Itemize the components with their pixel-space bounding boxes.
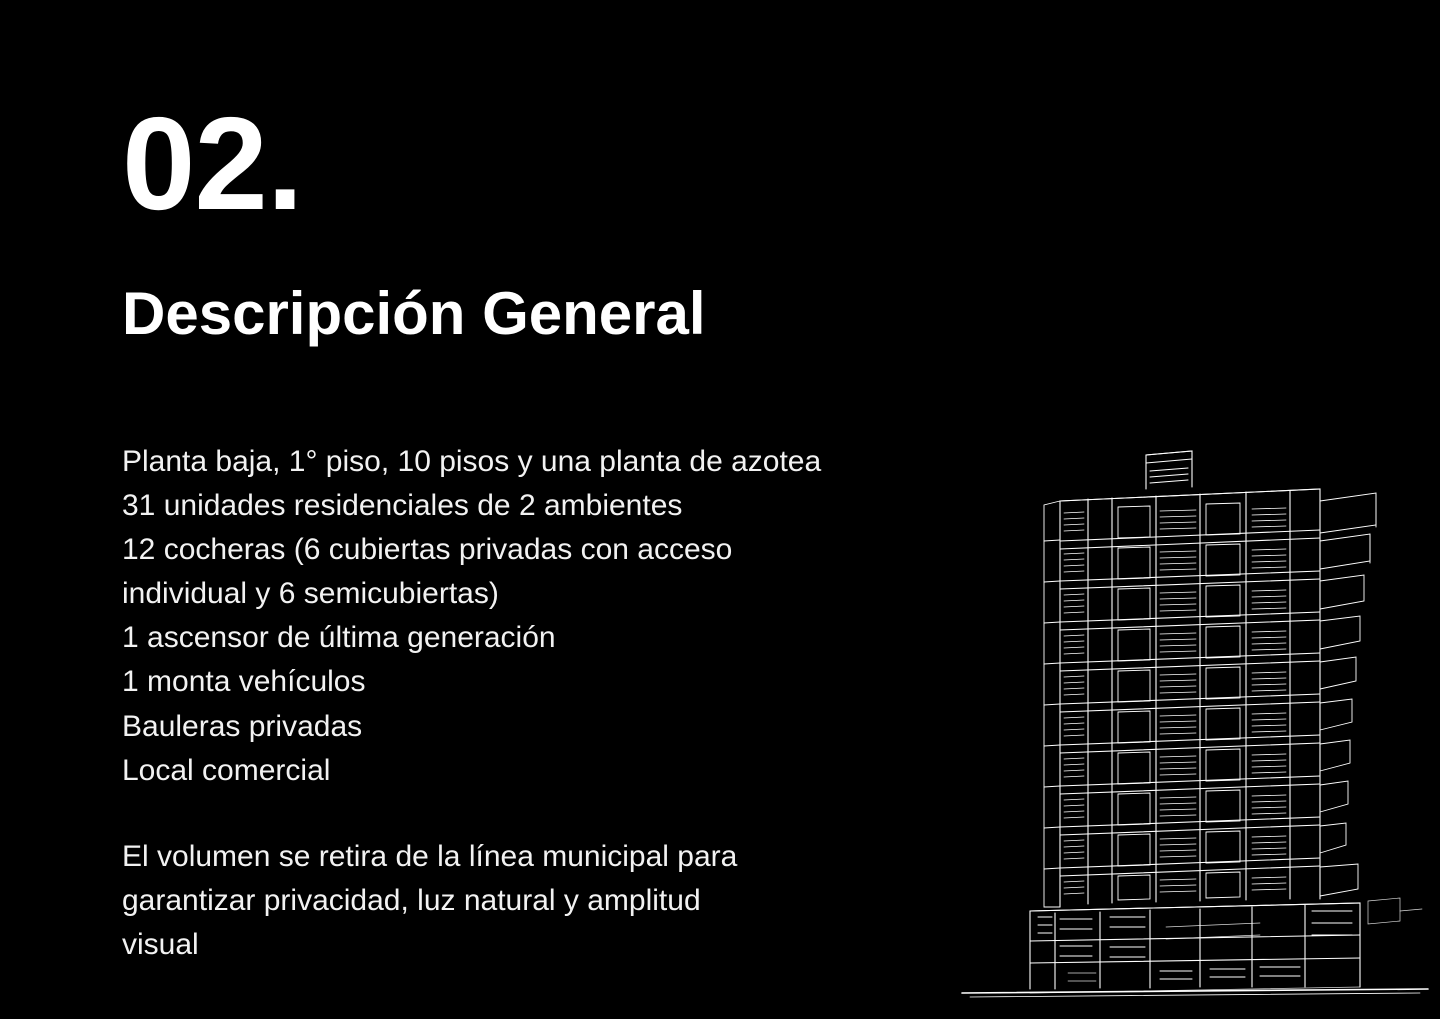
body-text-block bbox=[122, 440, 1002, 967]
body-line: Local comercial bbox=[122, 753, 331, 787]
body-line: Bauleras privadas bbox=[122, 709, 363, 743]
body-line: garantizar privacidad, luz natural y amplitud bbox=[122, 883, 701, 917]
window-openings bbox=[1118, 503, 1240, 900]
body-line: 1 ascensor de última generación bbox=[122, 621, 556, 655]
section-number: 02. bbox=[122, 90, 303, 237]
page-title: Descripción General bbox=[122, 280, 706, 347]
side-frames bbox=[1320, 493, 1376, 896]
balcony-railings bbox=[1064, 508, 1286, 894]
body-line: visual bbox=[122, 927, 199, 961]
body-line: individual y 6 semicubiertas) bbox=[122, 577, 499, 611]
paragraph-spacer bbox=[122, 793, 1002, 835]
body-line: 12 cocheras (6 cubiertas privadas con acceso bbox=[122, 533, 733, 567]
building-elevation-sketch bbox=[960, 441, 1430, 1011]
body-line: El volumen se retira de la línea municipal para bbox=[122, 839, 738, 873]
rooftop-structure bbox=[1146, 451, 1192, 489]
left-edge bbox=[1044, 501, 1060, 907]
body-line: 1 monta vehículos bbox=[122, 665, 366, 699]
body-line: Planta baja, 1° piso, 10 pisos y una planta de azotea bbox=[122, 445, 822, 478]
body-line: 31 unidades residenciales de 2 ambientes bbox=[122, 489, 683, 523]
podium-block bbox=[1030, 903, 1360, 989]
